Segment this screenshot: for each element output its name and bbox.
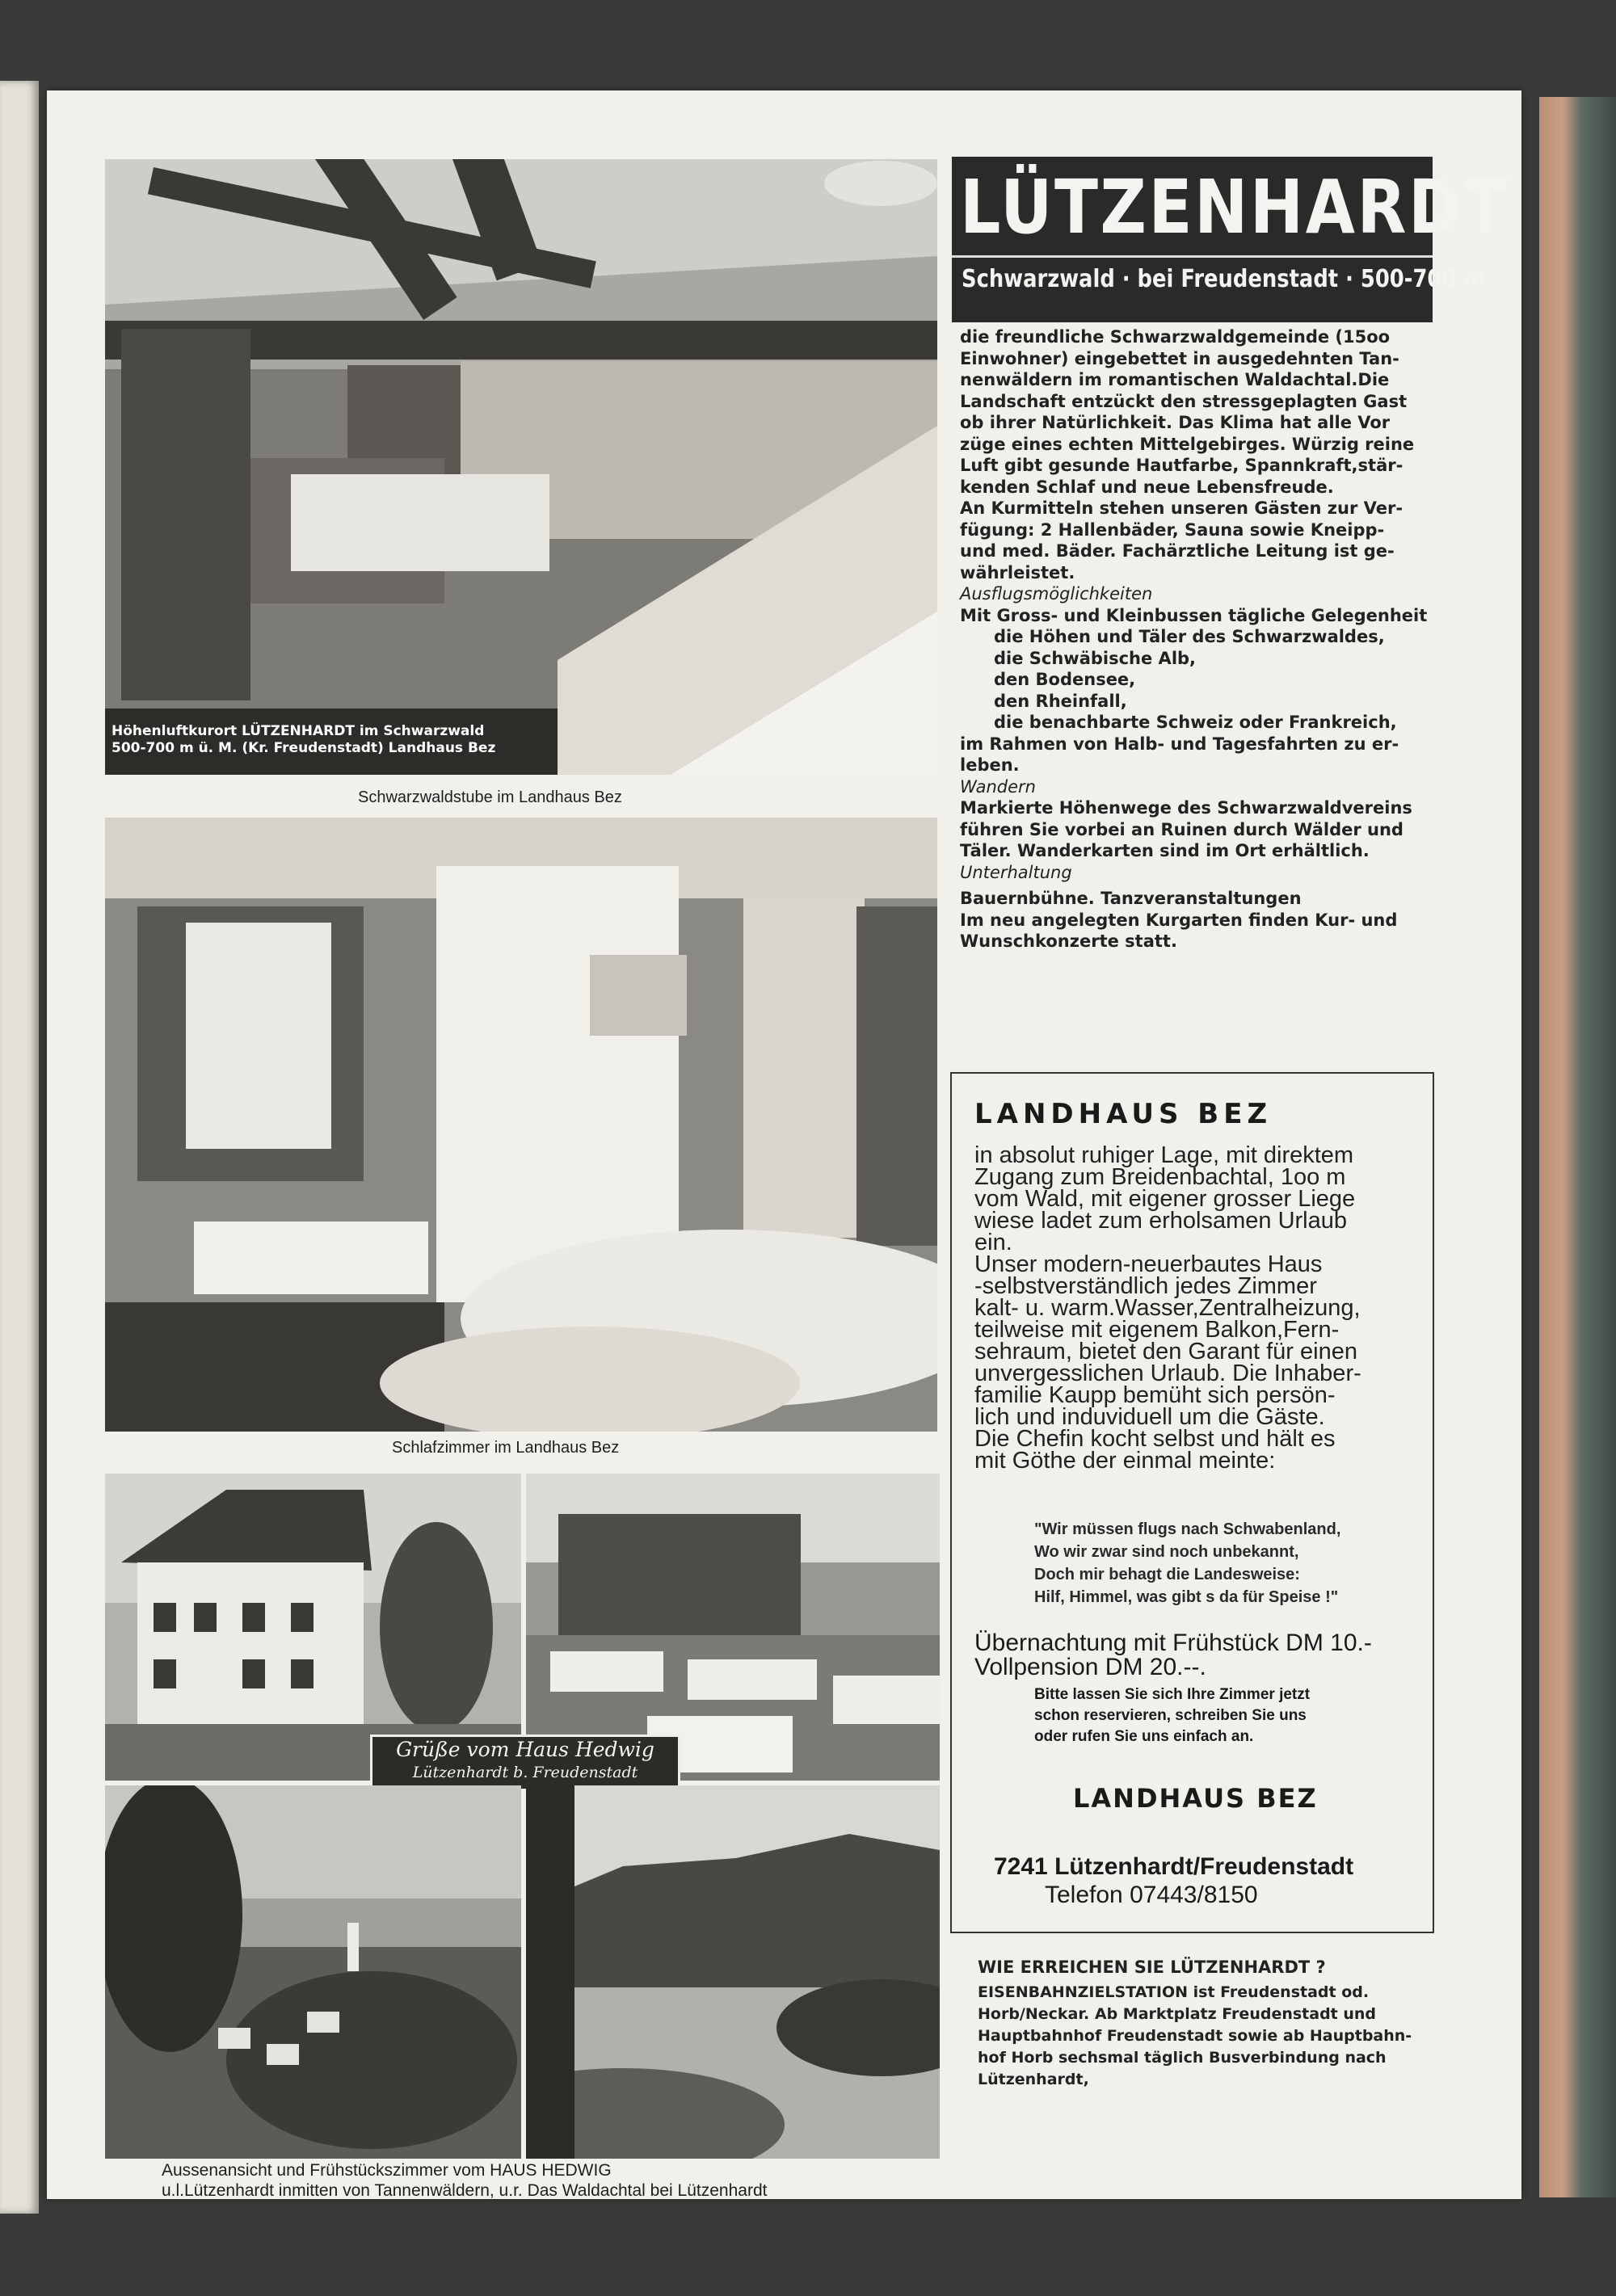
photo-overlay-text [112, 723, 495, 757]
overlay-line-2: 500-700 m ü. M. (Kr. Freudenstadt) Landhaus Bez [112, 740, 496, 756]
photo-schwarzwaldstube [105, 159, 937, 775]
intro-line: währleistet. [960, 562, 1075, 582]
intro-line: und med. Bäder. Fachärztliche Leitung ist ge- [960, 541, 1395, 561]
entertainment-line: Im neu angelegten Kurgarten finden Kur- und [960, 910, 1398, 930]
caption-schwarzwaldstube: Schwarzwaldstube im Landhaus Bez [358, 788, 622, 806]
book-binding [1539, 97, 1616, 2197]
caption-line-2: u.l.Lützenhardt inmitten von Tannenwäldern, u.r. Das Waldachtal bei Lützenhardt [162, 2181, 768, 2200]
ad-line: vom Wald, mit eigener grosser Liege [974, 1186, 1356, 1212]
ad-line: ein. [974, 1230, 1012, 1255]
poem-line: "Wir müssen flugs nach Schwabenland, [1034, 1520, 1341, 1538]
postcard-label [370, 1735, 680, 1791]
ad-line: unvergesslichen Urlaub. Die Inhaber- [974, 1360, 1361, 1386]
reserve-line: schon reservieren, schreiben Sie uns [1034, 1707, 1307, 1724]
postcard-line-2: Lützenhardt b. Freudenstadt [412, 1764, 638, 1781]
photo-waldachtal [526, 1785, 940, 2159]
intro-line: An Kurmitteln stehen unseren Gästen zur Ver- [960, 498, 1403, 518]
photo-schlafzimmer [105, 818, 937, 1432]
directions-line: Hauptbahnhof Freudenstadt sowie ab Hauptbahn- [978, 2027, 1412, 2045]
reserve-line: oder rufen Sie uns einfach an. [1034, 1728, 1254, 1745]
ad-address: 7241 Lützenhardt/Freudenstadt [994, 1853, 1354, 1880]
price-line: Übernachtung mit Frühstück DM 10.- [974, 1629, 1372, 1656]
excursion-item: die Schwäbische Alb, [994, 648, 1197, 668]
ad-heading: LANDHAUS BEZ [974, 1098, 1273, 1130]
hiking-line: führen Sie vorbei an Ruinen durch Wälder und [960, 819, 1403, 839]
hiking-line: Markierte Höhenwege des Schwarzwaldvereins [960, 798, 1412, 818]
directions-line: EISENBAHNZIELSTATION ist Freudenstadt od. [978, 1983, 1370, 2001]
excursions-tail: leben. [960, 755, 1020, 775]
ad-line: -selbstverständlich jedes Zimmer [974, 1273, 1317, 1299]
caption-schlafzimmer: Schlafzimmer im Landhaus Bez [392, 1439, 620, 1457]
ad-line: kalt- u. warm.Wasser,Zentralheizung, [974, 1295, 1361, 1321]
ad-line: sehraum, bietet den Garant für einen [974, 1339, 1357, 1365]
postcard-line-1: Grüße vom Haus Hedwig [396, 1738, 654, 1761]
poem-line: Hilf, Himmel, was gibt s da für Speise !" [1034, 1588, 1339, 1606]
hiking-line: Täler. Wanderkarten sind im Ort erhältlich. [960, 841, 1370, 860]
entertainment-heading: Unterhaltung [960, 862, 1072, 882]
ad-line: wiese ladet zum erholsamen Urlaub [974, 1208, 1347, 1234]
ad-phone: Telefon 07443/8150 [1045, 1882, 1258, 1908]
page-subtitle: Schwarzwald · bei Freudenstadt · 500-700 m [962, 265, 1486, 293]
price-line: Vollpension DM 20.--. [974, 1654, 1206, 1680]
directions-line: Lützenhardt, [978, 2071, 1089, 2088]
photo-village-forest [105, 1785, 521, 2159]
intro-line: Landschaft entzückt den stressgeplagten Gast [960, 391, 1408, 411]
ad-prices [974, 1631, 1372, 1680]
entertainment-line: Wunschkonzerte statt. [960, 931, 1177, 951]
excursions-heading: Ausflugsmöglichkeiten [960, 584, 1153, 603]
entertainment-line: Bauernbühne. Tanzveranstaltungen [960, 889, 1302, 908]
ad-line: teilweise mit eigenem Balkon,Fern- [974, 1317, 1340, 1343]
ad-line: lich und induviduell um die Gäste. [974, 1404, 1325, 1430]
poem-line: Doch mir behagt die Landesweise: [1034, 1566, 1300, 1583]
directions-line: Horb/Neckar. Ab Marktplatz Freudenstadt und [978, 2005, 1377, 2023]
excursions-lead: Mit Gross- und Kleinbussen tägliche Gelegenheit [960, 605, 1428, 625]
caption-line-1: Aussenansicht und Frühstückszimmer vom HAUS HEDWIG [162, 2161, 612, 2180]
title-divider [952, 255, 1433, 258]
ad-line: Die Chefin kocht selbst und hält es [974, 1426, 1336, 1452]
intro-line: züge eines echten Mittelgebirges. Würzig reine [960, 434, 1415, 454]
ad-reserve [1034, 1684, 1310, 1747]
poem-line: Wo wir zwar sind noch unbekannt, [1034, 1543, 1299, 1561]
ad-body [974, 1142, 1427, 1474]
landhaus-bez-ad [950, 1072, 1434, 1933]
title-box [952, 157, 1509, 322]
intro-line: fügung: 2 Hallenbäder, Sauna sowie Kneipp- [960, 519, 1385, 540]
hiking-heading: Wandern [960, 776, 1036, 797]
intro-line: Luft gibt gesunde Hautfarbe, Spannkraft,stär- [960, 456, 1403, 475]
intro-line: ob ihrer Natürlichkeit. Das Klima hat alle Vor [960, 413, 1391, 432]
page-title: LÜTZENHARDT [960, 164, 1509, 250]
ad-name: LANDHAUS BEZ [1073, 1783, 1318, 1814]
ad-line: familie Kaupp bemüht sich persön- [974, 1382, 1336, 1408]
intro-line: die freundliche Schwarzwaldgemeinde (15oo [960, 327, 1391, 347]
excursions-tail: im Rahmen von Halb- und Tagesfahrten zu er- [960, 734, 1399, 754]
excursion-item: die benachbarte Schweiz oder Frankreich, [994, 713, 1397, 732]
intro-text [960, 326, 1445, 952]
intro-line: nenwäldern im romantischen Waldachtal.Die [960, 370, 1390, 389]
directions-heading: WIE ERREICHEN SIE LÜTZENHARDT ? [978, 1957, 1326, 1977]
ad-line: mit Göthe der einmal meinte: [974, 1448, 1276, 1474]
ad-line: Zugang zum Breidenbachtal, 1oo m [974, 1164, 1346, 1190]
excursion-item: den Rheinfall, [994, 691, 1127, 711]
goethe-poem [1034, 1518, 1422, 1608]
ad-line: Unser modern-neuerbautes Haus [974, 1251, 1323, 1277]
excursion-item: die Höhen und Täler des Schwarzwaldes, [994, 627, 1385, 646]
directions-line: hof Horb sechsmal täglich Busverbindung nach [978, 2049, 1387, 2067]
magazine-page [47, 90, 1521, 2199]
directions-block [978, 1957, 1446, 2091]
overlay-line-1: Höhenluftkurort LÜTZENHARDT im Schwarzwald [112, 723, 485, 739]
reserve-line: Bitte lassen Sie sich Ihre Zimmer jetzt [1034, 1686, 1311, 1703]
intro-line: Einwohner) eingebettet in ausgedehnten Tan- [960, 348, 1399, 368]
caption-haus-hedwig [162, 2160, 767, 2201]
excursion-item: den Bodensee, [994, 670, 1136, 689]
ad-line: in absolut ruhiger Lage, mit direktem [974, 1142, 1354, 1168]
left-page-edge [0, 81, 39, 2214]
intro-line: kenden Schlaf und neue Lebensfreude. [960, 477, 1334, 497]
